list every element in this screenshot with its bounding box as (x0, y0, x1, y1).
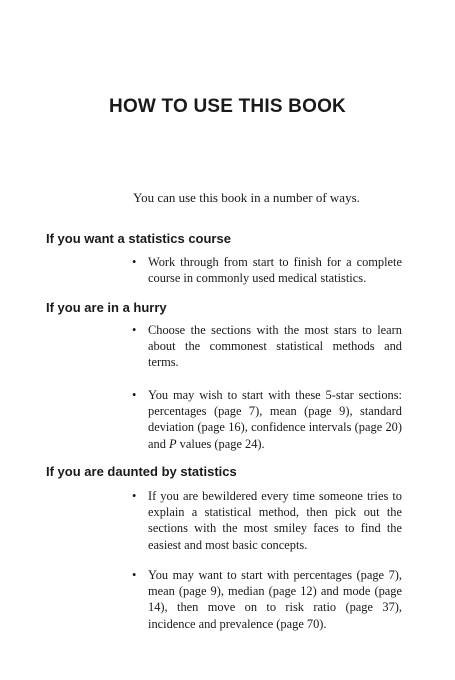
section-heading-daunted: If you are daunted by statistics (46, 464, 237, 479)
bullet-statistics-course-1: • Work through from start to finish for a complete course in commonly used medical statistics. (130, 254, 402, 286)
section-heading-in-a-hurry: If you are in a hurry (46, 300, 167, 315)
bullet-in-a-hurry-1: • Choose the sections with the most stars to learn about the commonest statistical methods and terms. (130, 322, 402, 371)
bullet-in-a-hurry-2-text: You may wish to start with these 5-star sections: percentages (page 7), mean (page 9), standard deviation (page 16), confidence intervals (page 20) and P values (page 24). (148, 388, 402, 451)
section-heading-statistics-course: If you want a statistics course (46, 231, 231, 246)
bullet-daunted-1: • If you are bewildered every time someone tries to explain a statistical method, then pick out the sections with the most smiley faces to find the easiest and most basic concepts. (130, 488, 402, 553)
bullet-daunted-2: • You may want to start with percentages (page 7), mean (page 9), median (page 12) and mode (page 14), then move on to risk ratio (page 37), incidence and prevalence (page 70). (130, 567, 402, 632)
intro-text: You can use this book in a number of ways. (133, 190, 360, 205)
page-title: HOW TO USE THIS BOOK (109, 96, 346, 117)
bullet-in-a-hurry-2 (130, 387, 402, 452)
